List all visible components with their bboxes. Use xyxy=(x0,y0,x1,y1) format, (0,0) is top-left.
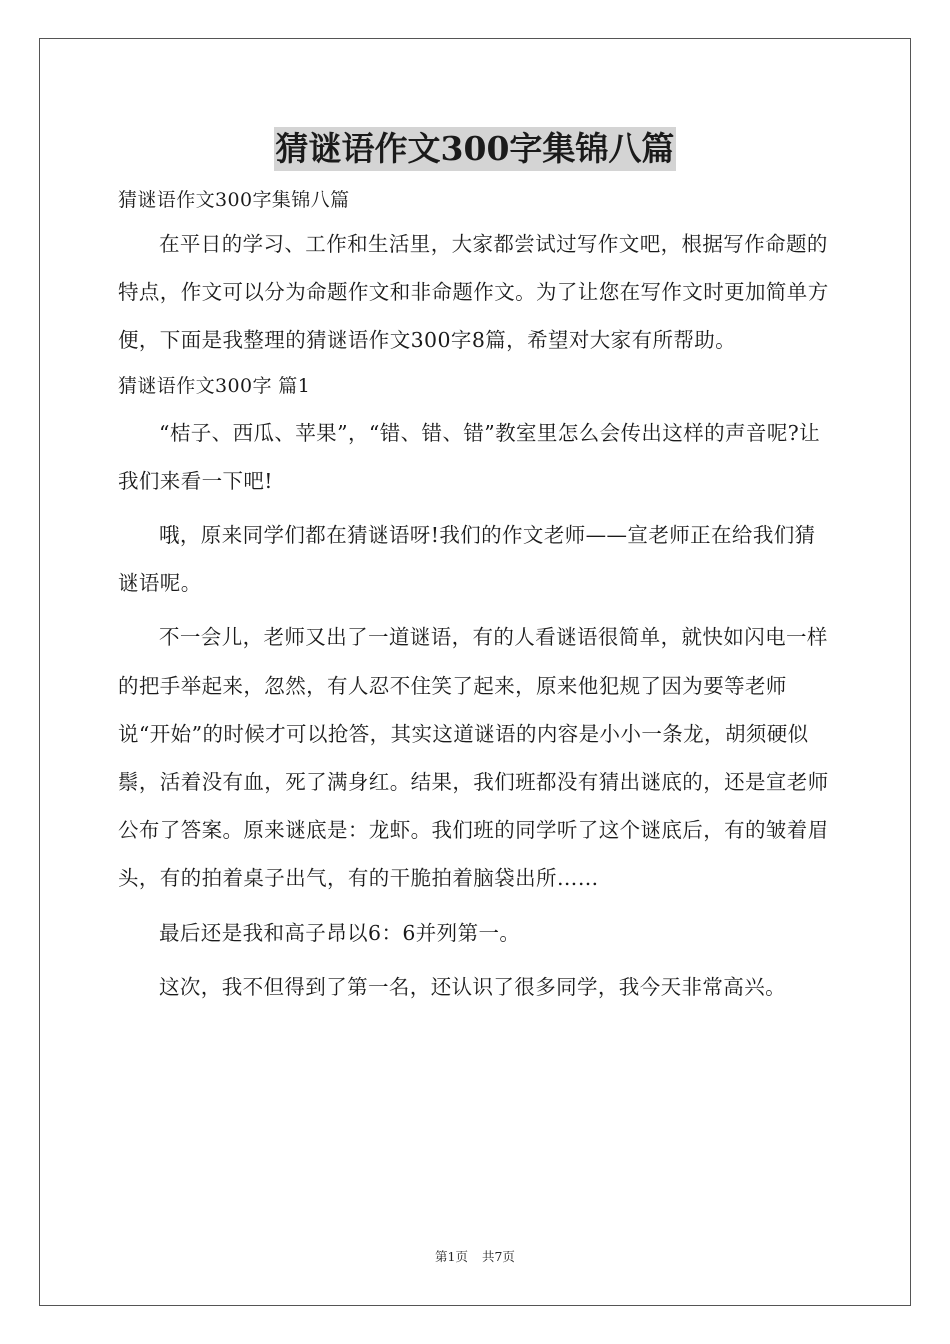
page-number-total: 共7页 xyxy=(481,1249,515,1264)
essay-paragraph-5: 这次，我不但得到了第一名，还认识了很多同学，我今天非常高兴。 xyxy=(159,974,786,999)
intro-paragraph: 在平日的学习、工作和生活里，大家都尝试过写作文吧，根据写作命题的特点，作文可以分为命题作文和非命题作文。为了让您在写作文时更加简单方便，下面是我整理的猜谜语作文300字8篇，希望对大家有所帮助。 xyxy=(118,232,829,353)
page-number-current: 第1页 xyxy=(435,1249,468,1264)
document-title: 猜谜语作文300字集锦八篇 xyxy=(274,127,677,171)
essay-paragraph-4: 最后还是我和高子昂以6：6并列第一。 xyxy=(159,920,521,945)
document-title-wrap xyxy=(0,127,950,171)
essay-paragraph-2: 哦，原来同学们都在猜谜语呀!我们的作文老师——宣老师正在给我们猜谜语呢。 xyxy=(118,523,816,596)
essay-paragraph-3: 不一会儿，老师又出了一道谜语，有的人看谜语很简单，就快如闪电一样的把手举起来，忽然，有人忍不住笑了起来，原来他犯规了因为要等老师说“开始”的时候才可以抢答，其实这道谜语的内容是小小一条龙，胡须硬似鬃，活着没有血，死了满身红。结果，我们班都没有猜出谜底的，还是宣老师公布了答案。原来谜底是：龙虾。我们班的同学听了这个谜底后，有的皱着眉头，有的拍着桌子出气，有的干脆拍着脑袋出所…… xyxy=(118,625,829,891)
page-footer xyxy=(0,1247,950,1265)
essay-paragraph-1: “桔子、西瓜、苹果”，“错、错、错”教室里怎么会传出这样的声音呢?让我们来看一下吧! xyxy=(118,420,821,493)
document-subtitle: 猜谜语作文300字集锦八篇 xyxy=(118,189,350,211)
section-heading: 猜谜语作文300字 篇1 xyxy=(118,374,311,397)
document-body xyxy=(118,185,834,1011)
